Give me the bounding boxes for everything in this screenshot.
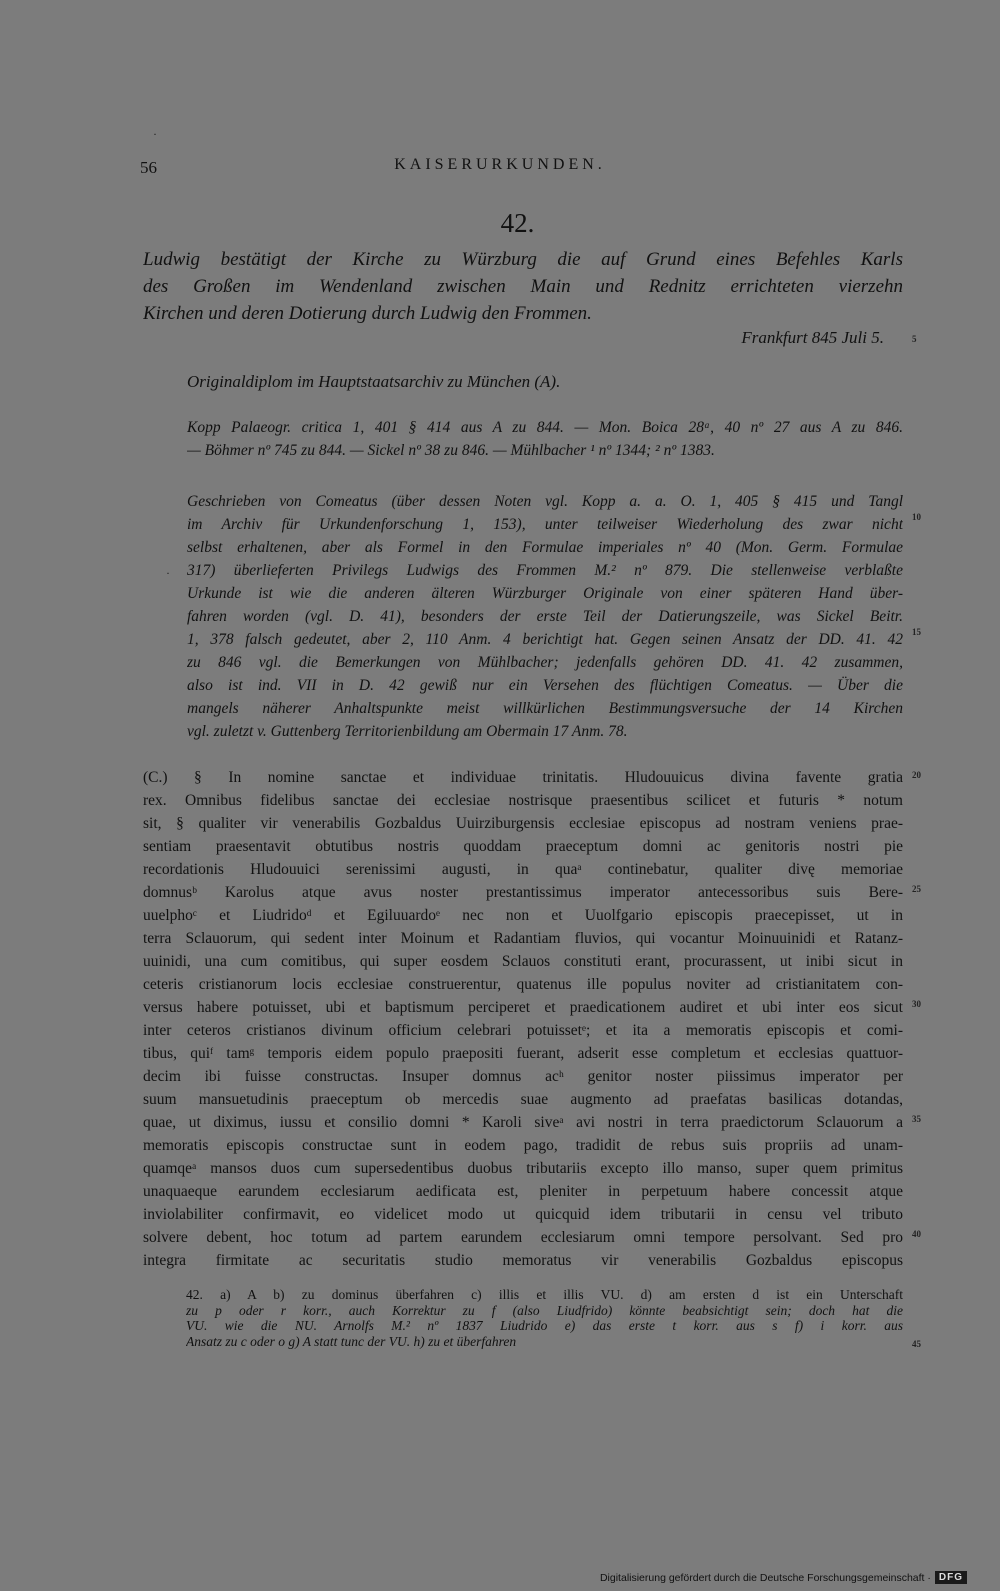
line-number-marker: 40 bbox=[912, 1229, 921, 1239]
charter-line: recordationis Hludouuici serenissimi augusti, in quaᵃ continebatur, qualiter divę memoriae bbox=[143, 861, 903, 878]
charter-line: sit, § qualiter vir venerabilis Gozbaldus Uuirziburgensis ecclesiae episcopus ad nostram veniens prae- bbox=[143, 815, 903, 832]
regest-line: des Großen im Wendenland zwischen Main und Rednitz errichteten vierzehn bbox=[143, 276, 903, 297]
note-line: 317) überlieferten Privilegs Ludwigs des Frommen M.² nº 879. Die stellenweise verblaßte bbox=[187, 562, 903, 579]
line-number-marker: 10 bbox=[912, 512, 921, 522]
dfg-logo: DFG bbox=[935, 1571, 967, 1584]
note-line: mangels näherer Anhaltspunkte meist willkürlichen Bestimmungsversuche der 14 Kirchen bbox=[187, 700, 903, 717]
footnote-line: 42. a) A b) zu dominus überfahren c) illis et illis VU. d) am ersten d ist ein Unterschaft bbox=[186, 1287, 903, 1302]
charter-line: quae, ut diximus, iussu et consilio domni * Karoli siveᵃ avi nostri in terra praedictorum Sclauorum a bbox=[143, 1114, 903, 1131]
note-line: im Archiv für Urkundenforschung 1, 153), unter teilweiser Wiederholung des zwar nicht bbox=[187, 516, 903, 533]
charter-line: sentiam praesentavit obtutibus nostris quoddam praeceptum domni ac genitoris nostri pie bbox=[143, 838, 903, 855]
line-number-marker: 20 bbox=[912, 770, 921, 780]
charter-line: solvere debent, hoc totum ad partem earundem ecclesiarum omni tempore persolvant. Sed pro bbox=[143, 1229, 903, 1246]
charter-line: memoratis episcopis constructae sunt in eodem pago, tradidit de rebus suis propriis ad unam- bbox=[143, 1137, 903, 1154]
regest-line: Kirchen und deren Dotierung durch Ludwig den Frommen. bbox=[143, 303, 592, 324]
line-number-marker: 45 bbox=[912, 1339, 921, 1349]
credit-text: Digitalisierung gefördert durch die Deutsche Forschungsgemeinschaft · bbox=[599, 1571, 931, 1584]
footnote-line: VU. wie die NU. Arnolfs M.² nº 1837 Liudrido e) das erste t korr. aus s f) i korr. aus bbox=[186, 1318, 903, 1333]
charter-line: tibus, quiᶠ tamᵍ temporis eidem populo praepositi fuerant, adserit esse completum et ecclesias quattuor- bbox=[143, 1045, 903, 1062]
footnotes bbox=[186, 1287, 903, 1349]
literature-line: Kopp Palaeogr. critica 1, 401 § 414 aus A zu 844. — Mon. Boica 28ᵃ, 40 nº 27 aus A zu 846. bbox=[187, 419, 903, 436]
note-line: 1, 378 falsch gedeutet, aber 2, 110 Anm. 4 berichtigt hat. Gegen seinen Ansatz der DD. 41. 42 bbox=[187, 631, 903, 648]
line-number-marker: 15 bbox=[912, 627, 921, 637]
charter-line: rex. Omnibus fidelibus sanctae dei ecclesiae nostrisque praesentibus scilicet et futuris * notum bbox=[143, 792, 903, 809]
preliminary-note bbox=[187, 490, 903, 743]
footnote-line: zu p oder r korr., auch Korrektur zu f (also Liudfrido) könnte beabsichtigt sein; doch hat die bbox=[186, 1302, 903, 1318]
note-line: selbst erhaltenen, aber als Formel in den Formulae imperiales nº 40 (Mon. Germ. Formulae bbox=[187, 539, 903, 556]
note-line: zu 846 vgl. die Bemerkungen von Mühlbacher; jedenfalls gehören DD. 41. 42 zusammen, bbox=[187, 654, 903, 671]
charter-line: inviolabiliter confirmavit, eo videlicet modo ut quicquid idem tributarii in censu vel tributo bbox=[143, 1206, 903, 1223]
charter-line: uuelphoᶜ et Liudridoᵈ et Egiluuardoᵉ nec non et Uuolfgario episcopis praecepisset, ut in bbox=[143, 907, 903, 924]
line-number-marker: 35 bbox=[912, 1114, 921, 1124]
charter-line: terra Sclauorum, qui sedent inter Moinum et Radantiam fluvios, qui vocantur Moinuuinidi et Ratanz- bbox=[143, 930, 903, 947]
line-number-marker: 25 bbox=[912, 884, 921, 894]
page-number: 56 bbox=[140, 158, 157, 177]
charter-line: quamqeᵃ mansos duos cum supersedentibus duobus tributariis excepto illo manso, super quem primitus bbox=[143, 1160, 903, 1177]
line-number-marker: 30 bbox=[912, 999, 921, 1009]
left-margin-mark: · bbox=[166, 566, 170, 580]
regest-line: Ludwig bestätigt der Kirche zu Würzburg die auf Grund eines Befehles Karls bbox=[143, 249, 903, 270]
charter-line: ceteris cristianorum locis ecclesiae construerentur, quatenus ille populus noviter ad cristianitatem con- bbox=[143, 976, 903, 993]
original-source: Originaldiplom im Hauptstaatsarchiv zu München (A). bbox=[187, 372, 561, 391]
note-line: vgl. zuletzt v. Guttenberg Territorienbildung am Obermain 17 Anm. 78. bbox=[187, 723, 628, 740]
literature bbox=[187, 416, 903, 462]
document-number: 42. bbox=[500, 208, 535, 238]
literature-line: — Böhmer nº 745 zu 844. — Sickel nº 38 zu 846. — Mühlbacher ¹ nº 1344; ² nº 1383. bbox=[187, 442, 715, 459]
charter-line: decim ibi fuisse constructas. Insuper domnus acʰ genitor noster piissimus imperator per bbox=[143, 1068, 903, 1085]
charter-line: domnusᵇ Karolus atque avus noster prestantissimus imperator antecessoribus suis Bere- bbox=[143, 884, 903, 901]
footnote-line: Ansatz zu c oder o g) A statt tunc der VU. h) zu et überfahren bbox=[186, 1333, 517, 1349]
charter-line: inter ceteros cristianos divinum officium celebrari potuissetᵉ; et ita a memoratis episcopis et comi- bbox=[143, 1022, 903, 1039]
charter-line: uuinidi, una cum comitibus, qui super eosdem Sclauos constituti erant, procurassent, ut inibi sicut in bbox=[143, 953, 903, 970]
charter-line: integra firmitate ac securitatis studio memoratus vir venerabilis Gozbaldus episcopus bbox=[143, 1252, 903, 1269]
note-line: fahren worden (vgl. D. 41), besonders der erste Teil der Datierungszeile, was Sickel Beitr. bbox=[187, 608, 903, 625]
note-line: Geschrieben von Comeatus (über dessen Noten vgl. Kopp a. a. O. 1, 405 § 415 und Tangl bbox=[187, 493, 903, 510]
charter-line: unaquaeque earundem ecclesiarum aedificata est, pleniter in perpetuum habere concessit atque bbox=[143, 1183, 903, 1200]
regest bbox=[143, 246, 903, 327]
charter-line: versus habere potuisset, ubi et baptismum perciperet et praedicationem audiret et ubi inter eos sicut bbox=[143, 999, 903, 1016]
charter-line: suum mansuetudinis praeceptum ob mercedis suae augmento ad praefatas basilicas dotandas, bbox=[143, 1091, 903, 1108]
note-line: Urkunde ist wie die anderen älteren Würzburger Originale von einer späteren Hand über- bbox=[187, 585, 903, 602]
charter-line: (C.) § In nomine sanctae et individuae trinitatis. Hludouuicus divina favente gratia bbox=[143, 769, 903, 786]
charter-text bbox=[143, 766, 903, 1272]
line-number-marker: 5 bbox=[912, 334, 917, 344]
note-line: also ist ind. VII in D. 42 gewiß nur ein Versehen des flüchtigen Comeatus. — Über die bbox=[187, 677, 903, 694]
margin-mark: · bbox=[153, 127, 157, 141]
date-line: Frankfurt 845 Juli 5. bbox=[741, 328, 884, 347]
digitization-credit bbox=[600, 1571, 967, 1584]
running-title: KAISERURKUNDEN. bbox=[394, 156, 606, 173]
